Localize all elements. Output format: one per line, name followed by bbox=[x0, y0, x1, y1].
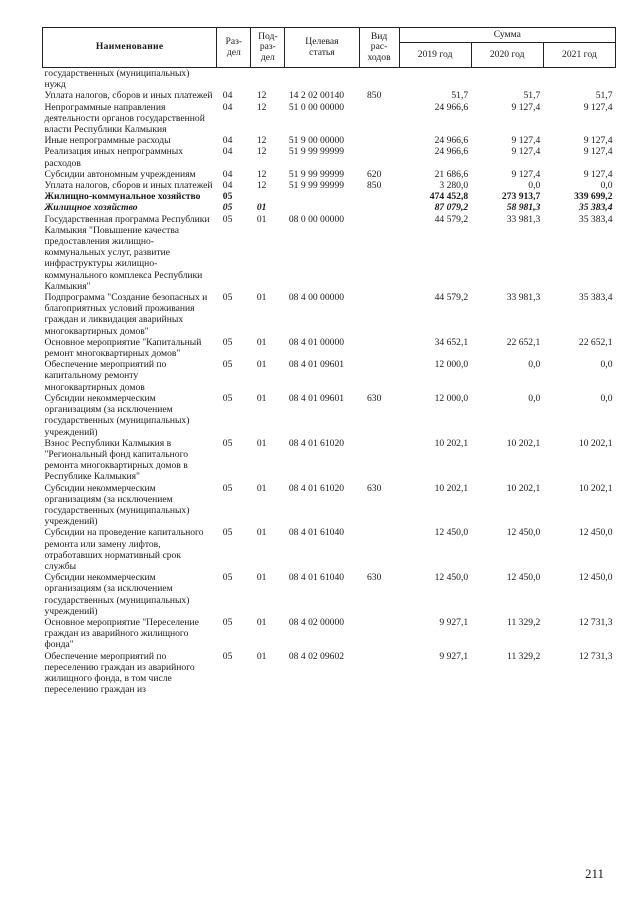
table-row bbox=[43, 292, 616, 337]
row-sum-2020: 0,0 bbox=[528, 392, 541, 404]
table-header bbox=[43, 28, 616, 68]
row-vid-rashodov bbox=[359, 191, 399, 202]
row-sum-2021: 35 383,4 bbox=[578, 202, 613, 214]
row-sum-2020: 9 127,4 bbox=[511, 135, 541, 147]
row-podrazdel: 12 bbox=[256, 90, 267, 102]
row-podrazdel: 01 bbox=[256, 572, 267, 584]
row-celevaya-statya: 08 4 02 09602 bbox=[288, 650, 345, 662]
row-sum-2020: 22 652,1 bbox=[506, 336, 541, 348]
budget-table bbox=[42, 27, 616, 695]
row-name: Основное мероприятие "Капитальный ремонт многоквартирных домов" bbox=[44, 336, 202, 360]
row-name: Подпрограмма "Создание безопасных и благоприятных условий проживания граждан и ликвидация аварийных многоквартирных домов" bbox=[44, 292, 208, 337]
table-row bbox=[43, 169, 616, 180]
row-celevaya-statya: 08 4 01 00000 bbox=[288, 336, 345, 348]
row-sum-2021: 12 731,3 bbox=[578, 616, 613, 628]
row-sum-2021: 9 127,4 bbox=[583, 101, 613, 113]
row-sum-2019: 34 652,1 bbox=[434, 336, 469, 348]
row-razdel: 05 bbox=[222, 213, 233, 225]
row-sum-2019: 3 280,0 bbox=[439, 180, 469, 192]
table-row bbox=[43, 483, 616, 528]
row-celevaya-statya: 08 4 01 09601 bbox=[288, 359, 345, 371]
row-sum-2019: 87 079,2 bbox=[434, 202, 469, 214]
row-celevaya-statya bbox=[285, 191, 359, 202]
row-razdel: 05 bbox=[222, 392, 233, 404]
row-sum-2020: 9 127,4 bbox=[511, 146, 541, 158]
row-vid-rashodov bbox=[359, 337, 399, 359]
row-celevaya-statya: 08 4 01 61040 bbox=[288, 527, 345, 539]
row-razdel: 05 bbox=[222, 437, 233, 449]
row-sum-2019: 12 450,0 bbox=[434, 527, 469, 539]
row-name: Обеспечение мероприятий по капитальному ремонту многоквартирных домов bbox=[44, 359, 167, 393]
row-sum-2021: 51,7 bbox=[595, 90, 613, 102]
row-vid-rashodov bbox=[359, 359, 399, 393]
row-celevaya-statya: 08 4 00 00000 bbox=[288, 292, 345, 304]
table-row bbox=[43, 214, 616, 292]
table-row bbox=[43, 68, 616, 91]
row-name: Основное мероприятие "Переселение граждан из аварийного жилищного фонда" bbox=[44, 616, 199, 651]
row-sum-2021: 12 450,0 bbox=[578, 527, 613, 539]
row-razdel: 05 bbox=[222, 572, 233, 584]
row-podrazdel: 01 bbox=[256, 437, 267, 449]
row-podrazdel: 01 bbox=[256, 482, 267, 494]
row-sum-2021: 0,0 bbox=[600, 392, 613, 404]
row-sum-2019: 21 686,6 bbox=[434, 168, 469, 180]
row-celevaya-statya: 08 4 01 61020 bbox=[288, 482, 345, 494]
row-podrazdel: 01 bbox=[256, 527, 267, 539]
page-number: 211 bbox=[584, 866, 604, 881]
row-sum-2021: 0,0 bbox=[600, 359, 613, 371]
row-razdel: 05 bbox=[222, 527, 233, 539]
row-razdel: 04 bbox=[222, 180, 233, 192]
row-name: государственных (муниципальных) нужд bbox=[44, 68, 190, 91]
row-razdel: 05 bbox=[222, 616, 233, 628]
row-sum-2021: 0,0 bbox=[600, 180, 613, 192]
row-celevaya-statya: 08 4 01 09601 bbox=[288, 392, 345, 404]
row-sum-2019: 12 000,0 bbox=[434, 392, 469, 404]
row-sum-2021: 35 383,4 bbox=[578, 292, 613, 304]
row-podrazdel: 01 bbox=[256, 359, 267, 371]
table-row bbox=[43, 572, 616, 617]
row-sum-2021 bbox=[543, 68, 615, 91]
row-sum-2021: 12 450,0 bbox=[578, 572, 613, 584]
header-year-2019: 2019 год bbox=[399, 43, 471, 68]
row-sum-2019: 10 202,1 bbox=[434, 437, 469, 449]
row-sum-2021: 9 127,4 bbox=[583, 168, 613, 180]
row-sum-2020: 11 329,2 bbox=[507, 650, 541, 662]
row-sum-2020: 11 329,2 bbox=[507, 616, 541, 628]
row-podrazdel: 01 bbox=[256, 392, 267, 404]
row-vid-rashodov: 630 bbox=[367, 482, 382, 494]
row-celevaya-statya: 08 4 02 00000 bbox=[288, 616, 345, 628]
row-name: Жилищно-коммунальное хозяйство bbox=[44, 191, 201, 203]
row-name: Уплата налогов, сборов и иных платежей bbox=[44, 90, 213, 102]
row-sum-2021: 10 202,1 bbox=[578, 482, 613, 494]
row-sum-2019: 44 579,2 bbox=[434, 292, 469, 304]
table-row bbox=[43, 90, 616, 101]
row-vid-rashodov bbox=[359, 102, 399, 136]
row-vid-rashodov bbox=[359, 651, 399, 696]
header-vid-rashodov: Вид рас- ходов bbox=[359, 28, 399, 68]
row-sum-2020: 12 450,0 bbox=[506, 527, 541, 539]
row-razdel: 04 bbox=[222, 90, 233, 102]
row-name: Жилищное хозяйство bbox=[44, 202, 138, 214]
row-sum-2019: 24 966,6 bbox=[434, 135, 469, 147]
row-sum-2020: 273 913,7 bbox=[501, 191, 541, 203]
row-sum-2021: 10 202,1 bbox=[578, 437, 613, 449]
row-name: Взнос Республики Калмыкия в "Региональный фонд капитального ремонта многоквартирных домов в Республике Калмыкия" bbox=[44, 437, 189, 483]
row-name: Субсидии некоммерческим организациям (за исключением государственных (муниципальных) учреждений) bbox=[44, 392, 190, 438]
row-name: Непрограммные направления деятельности органов государственной власти Республики Калмыкия bbox=[44, 101, 205, 136]
row-razdel: 04 bbox=[222, 101, 233, 113]
row-celevaya-statya: 08 0 00 00000 bbox=[288, 213, 345, 225]
row-sum-2019: 9 927,1 bbox=[439, 616, 469, 628]
row-podrazdel: 12 bbox=[256, 135, 267, 147]
header-summa: Сумма bbox=[399, 28, 615, 43]
row-razdel: 05 bbox=[222, 482, 233, 494]
row-podrazdel: 12 bbox=[256, 101, 267, 113]
row-sum-2020: 10 202,1 bbox=[506, 437, 541, 449]
row-vid-rashodov: 850 bbox=[367, 180, 382, 192]
row-vid-rashodov bbox=[359, 202, 399, 213]
row-podrazdel: 01 bbox=[256, 616, 267, 628]
row-podrazdel bbox=[251, 68, 285, 91]
header-razdel: Раз- дел bbox=[217, 28, 251, 68]
row-celevaya-statya: 51 9 99 99999 bbox=[288, 168, 345, 180]
row-name: Обеспечение мероприятий по переселению граждан из аварийного жилищного фонда, в том числе переселению граждан из bbox=[44, 650, 195, 696]
row-podrazdel bbox=[251, 191, 285, 202]
row-name: Государственная программа Республики Калмыкия "Повышение качества предоставления жилищно-коммунальных услуг, развитие инфраструктуры жилищно-коммунального комплекса Республики Калмыкия" bbox=[44, 213, 210, 292]
row-vid-rashodov: 630 bbox=[367, 572, 382, 584]
row-vid-rashodov bbox=[359, 617, 399, 651]
table-row bbox=[43, 191, 616, 202]
row-razdel: 05 bbox=[222, 359, 233, 371]
row-sum-2019: 9 927,1 bbox=[439, 650, 469, 662]
row-sum-2020: 33 981,3 bbox=[506, 292, 541, 304]
row-name: Иные непрограммные расходы bbox=[44, 135, 171, 147]
row-celevaya-statya: 51 0 00 00000 bbox=[288, 101, 345, 113]
row-sum-2020: 12 450,0 bbox=[506, 572, 541, 584]
table-row bbox=[43, 617, 616, 651]
table-row bbox=[43, 337, 616, 359]
row-name: Субсидии автономным учреждениям bbox=[44, 168, 196, 180]
table-row bbox=[43, 393, 616, 438]
row-razdel bbox=[217, 68, 251, 91]
row-vid-rashodov bbox=[359, 135, 399, 146]
row-vid-rashodov bbox=[359, 527, 399, 572]
row-sum-2020: 10 202,1 bbox=[506, 482, 541, 494]
row-celevaya-statya bbox=[285, 68, 359, 91]
row-sum-2019: 12 450,0 bbox=[434, 572, 469, 584]
row-sum-2020: 9 127,4 bbox=[511, 168, 541, 180]
row-sum-2020: 0,0 bbox=[528, 180, 541, 192]
row-razdel: 05 bbox=[222, 650, 233, 662]
row-sum-2020 bbox=[471, 68, 543, 91]
row-vid-rashodov bbox=[359, 214, 399, 292]
row-sum-2020: 51,7 bbox=[523, 90, 541, 102]
row-podrazdel: 12 bbox=[256, 180, 267, 192]
row-sum-2020: 0,0 bbox=[528, 359, 541, 371]
row-name: Реализация иных непрограммных расходов bbox=[44, 146, 184, 169]
row-razdel: 04 bbox=[222, 135, 233, 147]
row-vid-rashodov: 620 bbox=[367, 168, 382, 180]
row-razdel: 04 bbox=[222, 146, 233, 158]
row-razdel: 04 bbox=[222, 168, 233, 180]
row-sum-2019: 10 202,1 bbox=[434, 482, 469, 494]
row-vid-rashodov bbox=[359, 292, 399, 337]
row-podrazdel: 12 bbox=[256, 168, 267, 180]
row-sum-2021: 12 731,3 bbox=[578, 650, 613, 662]
row-podrazdel: 01 bbox=[256, 213, 267, 225]
row-razdel: 05 bbox=[222, 202, 233, 214]
row-celevaya-statya: 08 4 01 61040 bbox=[288, 572, 345, 584]
row-sum-2020: 9 127,4 bbox=[511, 101, 541, 113]
row-sum-2021: 22 652,1 bbox=[578, 336, 613, 348]
row-sum-2019: 24 966,6 bbox=[434, 146, 469, 158]
table-row bbox=[43, 135, 616, 146]
row-razdel: 05 bbox=[222, 292, 233, 304]
table-row bbox=[43, 527, 616, 572]
row-name: Субсидии на проведение капитального ремонта или замену лифтов, отработавших нормативный срок службы bbox=[44, 527, 204, 572]
row-vid-rashodov: 850 bbox=[367, 90, 382, 102]
row-celevaya-statya: 14 2 02 00140 bbox=[288, 90, 345, 102]
table-row bbox=[43, 651, 616, 696]
row-sum-2019: 24 966,6 bbox=[434, 101, 469, 113]
row-vid-rashodov bbox=[359, 68, 399, 91]
row-celevaya-statya bbox=[285, 202, 359, 213]
row-sum-2019: 51,7 bbox=[451, 90, 469, 102]
header-podrazdel: Под- раз- дел bbox=[251, 28, 285, 68]
row-sum-2019 bbox=[399, 68, 471, 91]
row-sum-2021: 9 127,4 bbox=[583, 135, 613, 147]
row-vid-rashodov bbox=[359, 438, 399, 483]
row-name: Субсидии некоммерческим организациям (за исключением государственных (муниципальных) учреждений) bbox=[44, 482, 190, 528]
row-sum-2021: 339 699,2 bbox=[574, 191, 613, 203]
header-name: Наименование bbox=[43, 28, 217, 68]
row-sum-2021: 9 127,4 bbox=[583, 146, 613, 158]
table-row bbox=[43, 438, 616, 483]
row-podrazdel: 01 bbox=[256, 336, 267, 348]
row-podrazdel: 01 bbox=[256, 202, 267, 214]
header-celevaya-statya: Целевая статья bbox=[285, 28, 359, 68]
row-celevaya-statya: 51 9 00 00000 bbox=[288, 135, 345, 147]
row-podrazdel: 01 bbox=[256, 292, 267, 304]
row-vid-rashodov bbox=[359, 146, 399, 168]
row-razdel: 05 bbox=[222, 336, 233, 348]
table-row bbox=[43, 202, 616, 213]
row-celevaya-statya: 08 4 01 61020 bbox=[288, 437, 345, 449]
row-vid-rashodov: 630 bbox=[367, 392, 382, 404]
row-sum-2021: 35 383,4 bbox=[578, 213, 613, 225]
table-row bbox=[43, 359, 616, 393]
table-row bbox=[43, 180, 616, 191]
row-razdel: 05 bbox=[222, 191, 233, 203]
table-body bbox=[43, 68, 616, 696]
row-sum-2019: 12 000,0 bbox=[434, 359, 469, 371]
row-name: Субсидии некоммерческим организациям (за исключением государственных (муниципальных) учреждений) bbox=[44, 572, 190, 617]
row-celevaya-statya: 51 9 99 99999 bbox=[288, 180, 345, 192]
row-sum-2020: 58 981,3 bbox=[506, 202, 541, 214]
row-sum-2019: 474 452,8 bbox=[429, 191, 469, 203]
row-celevaya-statya: 51 9 99 99999 bbox=[288, 146, 345, 158]
table-row bbox=[43, 146, 616, 168]
row-podrazdel: 12 bbox=[256, 146, 267, 158]
table-row bbox=[43, 102, 616, 136]
header-year-2021: 2021 год bbox=[543, 43, 615, 68]
header-year-2020: 2020 год bbox=[471, 43, 543, 68]
row-podrazdel: 01 bbox=[256, 650, 267, 662]
row-sum-2019: 44 579,2 bbox=[434, 213, 469, 225]
row-name: Уплата налогов, сборов и иных платежей bbox=[44, 180, 213, 192]
row-sum-2020: 33 981,3 bbox=[506, 213, 541, 225]
